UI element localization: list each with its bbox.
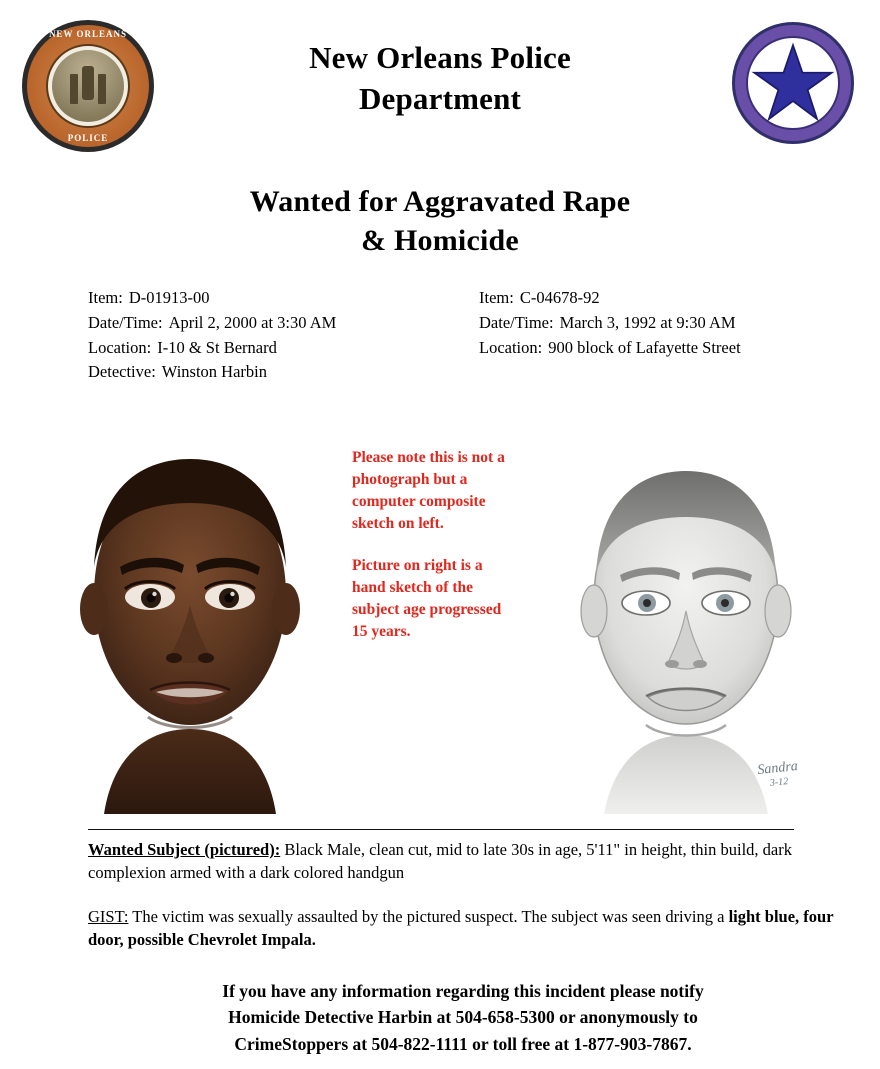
case-value: C-04678-92	[519, 288, 600, 307]
composite-sketch-image	[44, 399, 336, 814]
case-label: Date/Time:	[479, 312, 554, 332]
case-value: March 3, 1992 at 9:30 AM	[559, 312, 736, 332]
artist-signature-date: 3-12	[768, 776, 789, 789]
case-label: Location:	[88, 337, 152, 357]
subject-description	[88, 838, 838, 885]
case-row	[479, 286, 856, 311]
department-title-line2: Department	[358, 80, 522, 116]
case-row	[88, 311, 465, 336]
case-row	[88, 286, 465, 311]
suspect-images	[0, 399, 880, 819]
badge-bottom-text: POLICE	[67, 133, 109, 143]
page-title-line2: & Homicide	[361, 224, 519, 257]
case-row	[479, 336, 856, 361]
callout-line3: CrimeStoppers at 504-822-1111 or toll free at 1-877-903-7867.	[234, 1033, 692, 1054]
case-value: 900 block of Lafayette Street	[548, 337, 741, 357]
case-label: Date/Time:	[88, 312, 163, 332]
case-value: Winston Harbin	[161, 362, 267, 382]
nopd-badge-icon	[22, 20, 154, 152]
divider	[88, 829, 794, 830]
case-column-right	[465, 286, 856, 385]
red-note-block	[352, 447, 512, 663]
case-column-left	[88, 286, 465, 385]
tip-line-callout	[88, 972, 838, 1058]
gist-paragraph	[88, 905, 838, 952]
case-row	[479, 311, 856, 336]
department-title	[170, 38, 710, 120]
case-row	[88, 336, 465, 361]
star-badge-icon	[732, 22, 854, 144]
gist-label: GIST:	[88, 906, 129, 926]
hand-sketch-image	[534, 399, 834, 814]
callout-line1: If you have any information regarding this incident please notify	[222, 980, 704, 1001]
note-age-progression: Picture on right is a hand sketch of the subject age progressed 15 years.	[352, 557, 502, 640]
case-value: D-01913-00	[128, 288, 210, 307]
subject-text: Black Male, clean cut, mid to late 30s in age, 5'11" in height, thin build, dark complexion armed with a dark colored handgun	[88, 840, 792, 883]
artist-signature: Sandra 3-12	[756, 758, 799, 789]
callout-line2: Homicide Detective Harbin at 504-658-5300 or anonymously to	[228, 1007, 698, 1028]
gist-vehicle: light blue, four door, possible Chevrolet Impala.	[88, 906, 834, 950]
gist-text-before: The victim was sexually assaulted by the pictured suspect. The subject was seen driving a	[128, 906, 729, 926]
case-row	[88, 360, 465, 385]
poster-header	[0, 0, 880, 160]
case-label: Location:	[479, 337, 543, 357]
case-label: Item:	[479, 288, 514, 307]
poster-body	[0, 829, 880, 1057]
note-composite: Please note this is not a photograph but a computer composite sketch on left.	[352, 449, 505, 532]
page-title	[0, 182, 880, 260]
case-label: Detective:	[88, 362, 156, 382]
page-title-line1: Wanted for Aggravated Rape	[249, 185, 631, 218]
badge-top-text: NEW ORLEANS	[48, 29, 128, 39]
subject-label: Wanted Subject (pictured):	[88, 840, 281, 859]
case-label: Item:	[88, 288, 123, 307]
department-title-line1: New Orleans Police	[309, 40, 571, 75]
case-value: April 2, 2000 at 3:30 AM	[168, 312, 337, 332]
case-details	[0, 286, 880, 385]
case-value: I-10 & St Bernard	[157, 337, 277, 357]
